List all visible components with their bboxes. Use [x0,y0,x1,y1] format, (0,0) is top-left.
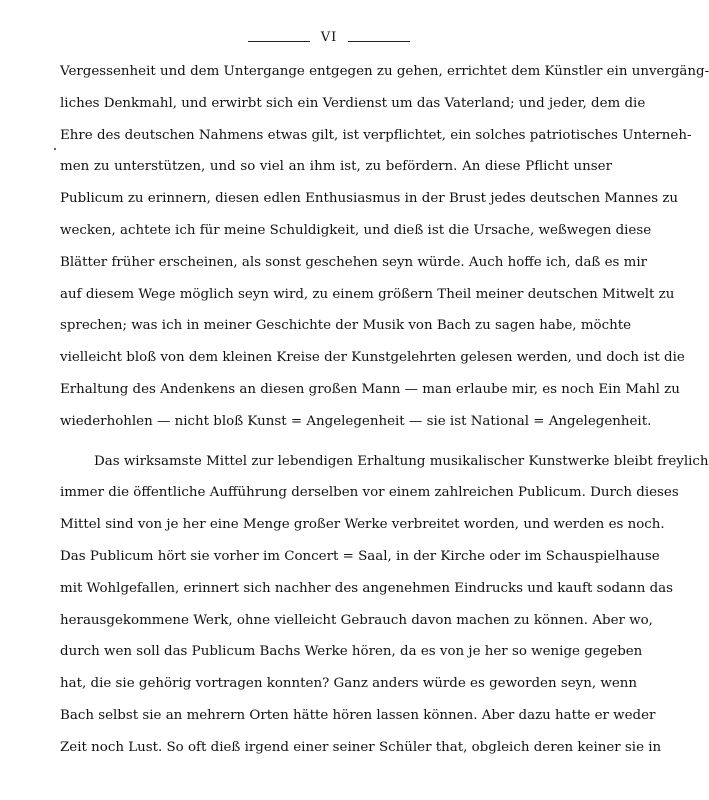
text-line: herausgekommene Werk, ohne vielleicht Gebrauch davon machen zu können. Aber wo, [60,612,653,628]
page-header [0,30,633,50]
text-line: Mittel sind von je her eine Menge großer Werke verbreitet worden, und werden es noch. [60,517,665,533]
text-line: Vergessenheit und dem Untergange entgegen zu gehen, errichtet dem Künstler ein unvergäng- [60,64,709,79]
header-rule-left [248,41,310,42]
text-line: sprechen; was ich in meiner Geschichte der Musik von Bach zu sagen habe, möchte [60,318,632,334]
text-line: Publicum zu erinnern, diesen edlen Enthusiasmus in der Brust jedes deutschen Mannes zu [60,191,679,207]
text-line: mit Wohlgefallen, erinnert sich nachher des angenehmen Eindrucks und kauft sodann das [60,580,674,596]
text-line: men zu unterstützen, und so viel an ihm ist, zu befördern. An diese Pflicht unser [60,159,612,175]
text-line: Zeit noch Lust. So oft dieß irgend einer seiner Schüler that, obgleich deren keiner sie in [60,739,662,755]
text-line: wecken, achtete ich für meine Schuldigkeit, und dieß ist die Ursache, weßwegen diese [60,222,652,238]
page-number: VI [320,30,338,45]
paragraph-1 [60,56,709,438]
text-line: Das wirksamste Mittel zur lebendigen Erhaltung musikalischer Kunstwerke bleibt freylich [94,453,709,469]
text-line: vielleicht bloß von dem kleinen Kreise der Kunstgelehrten gelesen werden, und doch ist die [60,350,685,366]
text-line: Das Publicum hört sie vorher im Concert = Saal, in der Kirche oder im Schauspielhause [60,548,660,564]
text-line: immer die öffentliche Aufführung derselben vor einem zahlreichen Publicum. Durch dieses [60,485,679,501]
text-line: Blätter früher erscheinen, als sonst geschehen seyn würde. Auch hoffe ich, daß es mir [60,254,648,270]
body-text [60,56,709,764]
text-line: Bach selbst sie an mehrern Orten hätte hören lassen können. Aber dazu hatte er weder [60,707,656,723]
text-line: wiederhohlen — nicht bloß Kunst = Angelegenheit — sie ist National = Angelegenheit. [60,413,652,429]
text-line: liches Denkmahl, und erwirbt sich ein Verdienst um das Vaterland; und jeder, dem die [60,95,646,111]
text-line: durch wen soll das Publicum Bachs Werke hören, da es von je her so wenige gegeben [60,644,643,660]
text-line: hat, die sie gehörig vortragen konnten? Ganz anders würde es geworden seyn, wenn [60,676,638,692]
text-line: Erhaltung des Andenkens an diesen großen Mann — man erlaube mir, es noch Ein Mahl zu [60,381,680,397]
text-line: Ehre des deutschen Nahmens etwas gilt, ist verpflichtet, ein solches patriotisches Unterneh- [60,127,692,143]
paragraph-2 [60,446,709,764]
text-line: auf diesem Wege möglich seyn wird, zu einem größern Theil meiner deutschen Mitwelt zu [60,286,675,302]
header-rule-right [348,41,410,42]
margin-dot [54,148,56,150]
